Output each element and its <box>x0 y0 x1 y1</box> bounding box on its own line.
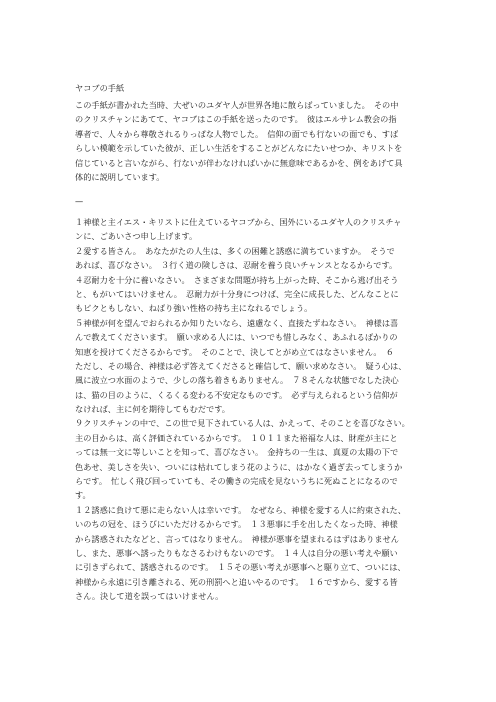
intro-line: らしい模範を示していた彼が、正しい生活をすることがどんなにたいせつか、キリストを <box>75 143 403 154</box>
body-line: １２誘惑に負けて悪に走らない人は幸いです。 なぜなら、神様を愛する人に約束された、 <box>75 504 406 515</box>
body-line: らです。 忙しく飛び回っていても、その働きの完成を見ないうちに死ぬことになるので <box>75 476 398 487</box>
intro-line: 信じていると言いながら、行ないが伴わなければいかに無意味であるかを、例をあげて具 <box>75 157 403 168</box>
intro-line: この手紙が書かれた当時、大ぜいのユダヤ人が世界各地に散らばっていました。 その中 <box>75 100 399 110</box>
body-line: 主の目からは、高く評価されているからです。 １０１１また裕福な人は、財産が主にと <box>75 432 398 443</box>
introduction-paragraph <box>75 98 435 184</box>
section-separator: — <box>75 196 84 206</box>
body-line: ンに、ごあいさつ申し上げます。 <box>75 231 198 242</box>
body-line: 神様から永遠に引き離される、死の刑罰へと追いやるのです。 １６ですから、愛する皆 <box>75 576 398 587</box>
body-line: と、もがいてはいけません。 忍耐力が十分身につけば、完全に成長した、どんなことに <box>75 288 399 299</box>
body-line: 色あせ、美しさを失い、ついには枯れてしまう花のように、はかなく過ぎ去ってしまうか <box>75 461 403 472</box>
body-line: いのちの冠を、ほうびにいただけるからです。 １３悪事に手を出したくなった時、神様 <box>75 519 398 530</box>
body-line: から誘惑されたなどと、言ってはなりません。 神様が悪事を望まれるはずはありません <box>75 533 399 544</box>
body-line: 風に波立つ水面のようで、少しの落ち着きもありません。 ７８そんな状態でなした決心 <box>75 375 399 386</box>
body-line: ただし、その場合、神様は必ず答えてくださると確信して、願い求めなさい。 疑う心は、 <box>75 360 407 371</box>
body-line: なければ、主に何を期待してもむだです。 <box>75 404 230 415</box>
body-line: っては無一文に等しいことを知って、喜びなさい。 金持ちの一生は、真夏の太陽の下で <box>75 447 399 458</box>
body-line: もビクともしない、ねばり強い性格の持ち主になれるでしょう。 <box>75 303 313 314</box>
body-line: ２愛する皆さん。 あなたがたの人生は、多くの困難と誘惑に満ちていますか。 そうで <box>75 245 395 256</box>
body-line: に引きずられて、誘惑されるのです。 １５その悪い考えが悪事へと駆り立て、ついには、 <box>75 562 406 573</box>
scripture-text <box>75 215 435 604</box>
body-line: は、猫の目のように、くるくる変わる不安定なものです。 必ず与えられるという信仰が <box>75 389 398 400</box>
document-title: ヤコブの手紙 <box>75 83 125 93</box>
body-line: さん。決して道を誤ってはいけません。 <box>75 591 224 602</box>
intro-line: のクリスチャンにあてて、ヤコブはこの手紙を送ったのです。 彼はエルサレム教会の指 <box>75 114 397 125</box>
body-line: ９クリスチャンの中で、この世で見下されている人は、かえって、そのことを喜びなさい。 <box>75 418 410 429</box>
body-line: あれば、喜びなさい。 ３行く道の険しさは、忍耐を養う良いチャンスとなるからです。 <box>75 260 398 271</box>
intro-line: 導者で、人々から尊敬されるりっぱな人物でした。 信仰の面でも行ないの面でも、すば <box>75 128 399 139</box>
intro-line: 体的に説明しています。 <box>75 171 165 182</box>
body-line: １神様と主イエス・キリストに仕えているヤコブから、国外にいるユダヤ人のクリスチャ <box>75 217 402 227</box>
body-line: 知恵を授けてくださるからです。 そのことで、決してとがめ立てはなさいません。 ６ <box>75 346 394 357</box>
body-line: ４忍耐力を十分に養いなさい。 さまざまな問題が持ち上がった時、そこから逃げ出そう <box>75 274 399 285</box>
body-line: んで教えてくださいます。 願い求める人には、いつでも惜しみなく、あふれるばかりの <box>75 332 398 343</box>
body-line: し、また、悪事へ誘ったりもなさるわけもないのです。 １４人は自分の悪い考えや願い <box>75 547 398 558</box>
body-line: す。 <box>75 490 91 501</box>
body-line: ５神様が何を望んでおられるか知りたいなら、遠慮なく、直接たずねなさい。 神様は喜 <box>75 317 399 328</box>
